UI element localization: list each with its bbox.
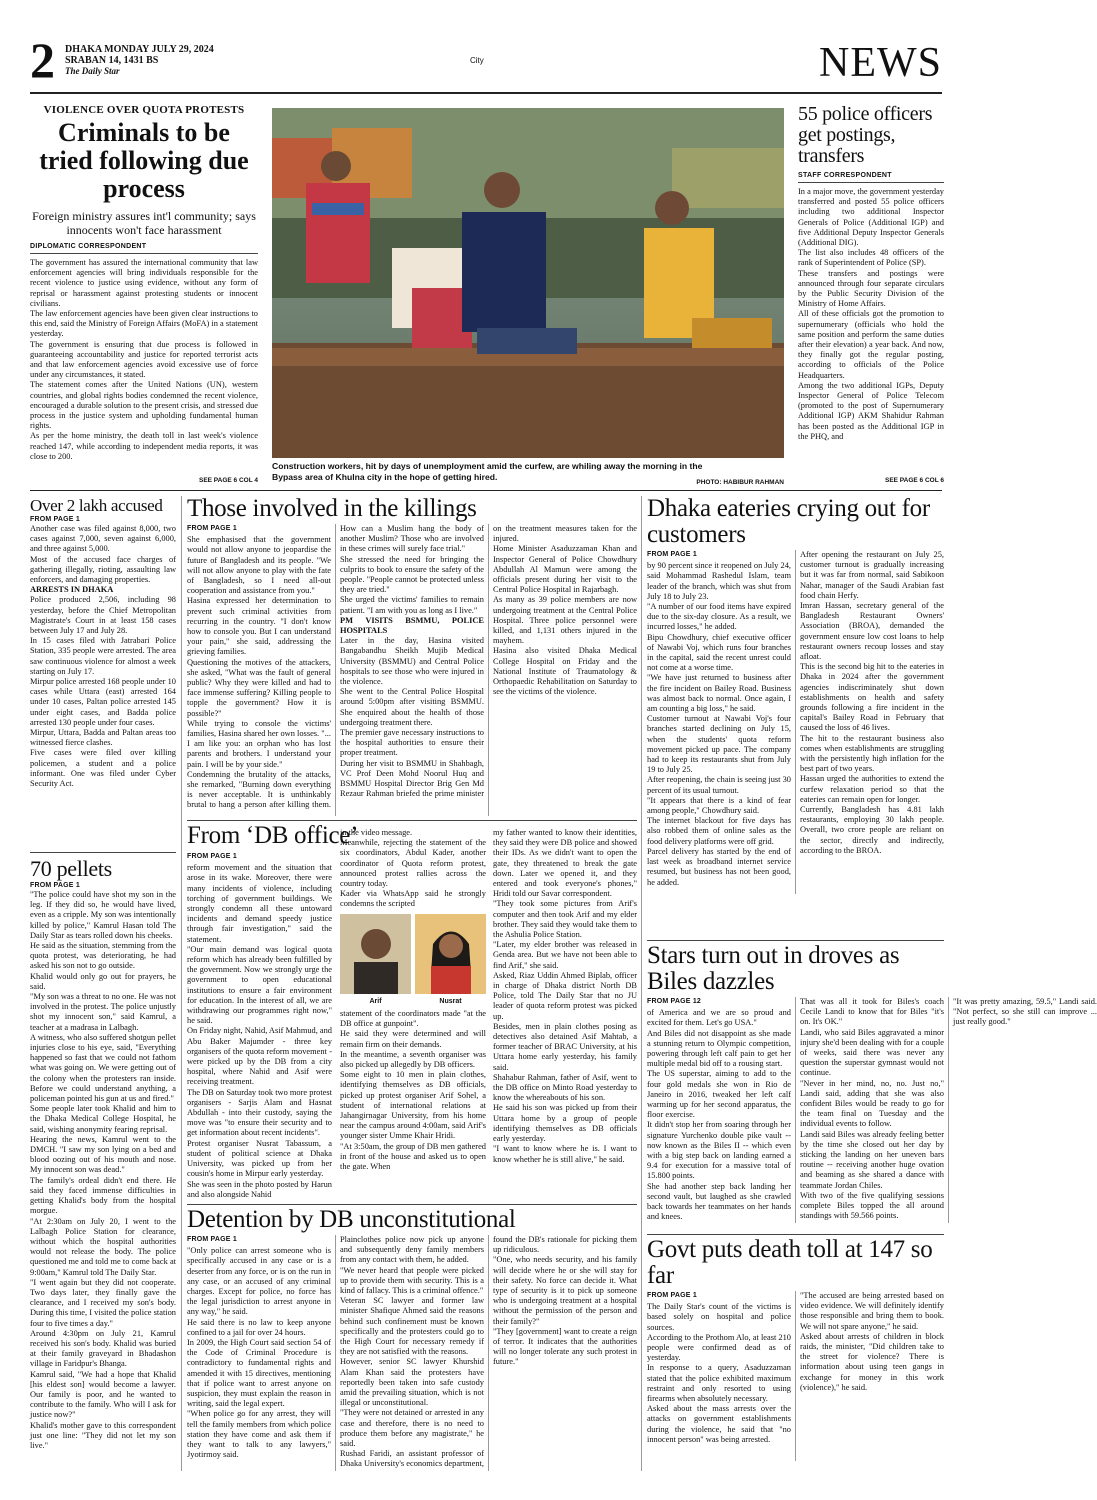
pellets-story [30, 852, 176, 1472]
paragraph: "It was pretty amazing, 59.5," Landi said. "Not perfect, so she still can improve ... just really good." [953, 997, 1097, 1027]
dboffice-story [187, 820, 637, 1200]
dboffice-col-3 [493, 828, 637, 1196]
paragraph: "Our main demand was logical quota reform which has already been fulfilled by the government. Now we strongly urge the government to open educational institutions to ensure a fair environment for education. In the interest of all, we are withdrawing our programmes right now," he said. [187, 944, 332, 1026]
paragraph: of America and we are so proud and excited for them. Let's go USA." [647, 1008, 791, 1028]
paragraph: The list also includes 48 officers of the rank of Superintendent of Police (SP). [798, 248, 944, 268]
paragraph: Protest organiser Nusrat Tabassum, a student of political science at Dhaka University, was picked up from her cousin's home in Mirpur early yesterday. [187, 1138, 332, 1179]
paragraph: Around 4:30pm on July 21, Kamrul received his son's body. Khalid was buried at their family graveyard in Bhadashon village in Faridpur's Bhanga. [30, 1328, 176, 1369]
paragraph: The US superstar, aiming to add to the four gold medals she won in Rio de Janeiro in 2016, tweaked her left calf warming up for her second apparatus, the floor exercise. [647, 1069, 791, 1120]
paragraph: She went to the Central Police Hospital around 5:00pm after visiting BSMMU. She enquired about the health of those undergoing treatment there. [340, 687, 484, 727]
lead-jump: SEE PAGE 6 COL 4 [198, 477, 258, 484]
paragraph: According to the Prothom Alo, at least 210 people were confirmed dead as of yesterday. [647, 1332, 791, 1363]
paragraph: Home Minister Asaduzzaman Khan and Inspector General of Police Chowdhury Abdullah Al Mamun were among the officials present during her visit to the Central Police Hospital in Rajarbagh. [493, 544, 637, 595]
subhead: ARRESTS IN DHAKA [30, 585, 114, 595]
from-page: FROM PAGE 12 [647, 998, 702, 1005]
from-page: FROM PAGE 1 [187, 853, 237, 860]
paragraph: After reopening, the chain is seeing just 30 percent of its usual turnout. [647, 775, 791, 795]
from-page: FROM PAGE 1 [30, 882, 80, 889]
paragraph: Five cases were filed over killing policemen, a student and a police informant. One was filed under Cyber Security Act. [30, 748, 176, 789]
lead-story [30, 104, 258, 486]
paragraph: Customer turnout at Nawabi Voj's four branches started declining on July 15, when the students' quota reform movement picked up pace. The company had to keep its restaurants shut from July 19 to July 25. [647, 714, 791, 775]
paragraph: He said his son was picked up from their Uttara home by a group of people identifying themselves as DB officials early yesterday. [493, 1103, 637, 1144]
paragraph: "Later, my elder brother was released in Genda area. But we have not been able to find Arif," she said. [493, 940, 637, 970]
paragraph: "The police could have shot my son in the leg. If they did so, he would have lived, even as a cripple. My son was intentionally killed by police," Kamrul Hasan told The Daily Star as tears rolled down his cheeks. [30, 890, 176, 940]
paragraph: These transfers and postings were announced through four separate circulars by the Public Security Division of the Ministry of Home Affairs. [798, 268, 944, 309]
dboffice-col-1 [187, 852, 332, 1199]
paragraph: Condemning the brutality of the attacks, she remarked, "Burning down everything is never acceptable. It is unthinkably brutal to hang a person after killing them. How can a Muslim hang the body of another Muslim? Those who are involved in these crimes will surely face trial." [187, 524, 484, 810]
paragraph: Hasina also visited Dhaka Medical College Hospital on Friday and the National Institute of Traumatology & Orthopaedic Rehabilitation on Saturday to see the victims of the violence. [493, 646, 637, 697]
biles-story [647, 940, 1097, 1230]
paragraph: During her visit to BSMMU in Shahbagh, VC Prof Deen Mohd Noorul Huq and BSMMU Hospital Director Brig Gen Md Rezaur Rahman briefed the prime minister on the treatment measures taken for the injured. [340, 524, 637, 799]
paragraph: "Only police can arrest someone who is specifically accused in any case or is a deserter from any force, or is on the run in any case, or an accused of any criminal charges. Except for police, no force has the legal jurisdiction to arrest anyone in any way," he said. [187, 1246, 331, 1317]
police-headline: 55 police officers get postings, transfers [798, 103, 933, 167]
arif-label: Arif [369, 997, 382, 1005]
portrait-row [340, 914, 486, 1007]
police-story [798, 104, 944, 486]
paragraph: Imran Hassan, secretary general of the Bangladesh Restaurant Owners' Association (BROA), demanded the government ensure low cost loans to help restaurant owners recoup losses and stay afloat. [800, 601, 944, 662]
paragraph: Hasina expressed her determination to prevent such criminal activities from recurring in the country. "I don't know how to console you. But I can understand your pain," she said, addressing the grieving families. [187, 596, 331, 657]
detention-headline: Detention by DB unconstitutional [187, 1206, 516, 1233]
paragraph: And Biles did not disappoint as she made a stunning return to Olympic competition, powering through left calf pain to get her multiple medal bid off to a rousing start. [647, 1028, 791, 1069]
paragraph: In response to a query, Asaduzzaman stated that the police exhibited maximum restraint and only resorted to using firearms when absolutely necessary. [647, 1363, 791, 1404]
from-page: FROM PAGE 1 [647, 551, 697, 558]
paragraph: Later in the day, Hasina visited Bangabandhu Sheikh Mujib Medical University (BSMMU) and Central Police hospitals to see those who were injured in the violence. [340, 636, 484, 687]
lead-kicker: VIOLENCE OVER QUOTA PROTESTS [43, 104, 245, 116]
paragraph: Landi said Biles was already feeling better by the time she closed out her day by sticking the landing on her uneven bars routine -- receiving another huge ovation and beaming as she shared a dance with teammate Jordan Chiles. [800, 1129, 944, 1190]
paragraph: reform movement and the situation that arose in its wake. Moreover, there were many incidents of violence, including torching of government buildings. We strongly condemn all these untoward incidents and demand speedy justice through fair investigation," said the statement. [187, 863, 332, 944]
worker-left [321, 151, 351, 181]
lead-body [30, 258, 258, 462]
section-title: NEWS [819, 40, 942, 86]
paragraph: She was seen in the photo posted by Harun and also alongside Nahid [187, 1179, 332, 1199]
paragraph: Shahabur Rahman, father of Asif, went to the DB office on Minto Road yesterday to know the whereabouts of his son. [493, 1072, 637, 1103]
paragraph: On Friday night, Nahid, Asif Mahmud, and Abu Baker Majumder - three key organisers of the quota reform movement - were picked up by the DB from a city hospital, where Nahid and Asif were receiving treatment. [187, 1026, 332, 1087]
paragraph: However, senior SC lawyer Khurshid Alam Khan said the protesters have reportedly been taken into safe custody amid the prevailing situation, which is not illegal or unconstitutional. [340, 1357, 484, 1408]
eateries-headline: Dhaka eateries crying out for customers [647, 495, 930, 548]
paragraph: He said they were determined and will remain firm on their demands. [340, 1029, 486, 1049]
paragraph: in the video message. [340, 828, 413, 837]
paragraph: Another case was filed against 8,000, two cases against 7,000, seven against 6,000, and three against 5,000. [30, 524, 176, 554]
paragraph: Besides, men in plain clothes posing as detectives also detained Asif Mahtab, a former teacher of BRAC University, at his Uttara home early yesterday, his family said. [493, 1021, 637, 1072]
police-jump: SEE PAGE 6 COL 6 [881, 477, 944, 484]
paragraph: He said as the situation, stemming from the quota protest, was deteriorating, he had asked his son not to go outside. [30, 941, 176, 971]
paper-logo: The Daily Star [65, 66, 120, 76]
killings-headline: Those involved in the killings [187, 495, 477, 522]
paragraph: "At 3:50am, the group of DB men gathered in front of the house and asked us to open the gate. When [340, 1141, 486, 1172]
paragraph: The statement comes after the United Nations (UN), western countries, and global rights bodies condemned the recent violence, encouraged a durable solution to the present crisis, and stressed due process in the justice system and upholding fundamental human rights. [30, 380, 258, 431]
paragraph: This is the second big hit to the eateries in Dhaka in 2024 after the government agencies indiscriminately shut down establishments on health and safety grounds following a fire incident in the capital's Bailey Road in February that caused the loss of 46 lives. [800, 662, 944, 733]
paragraph: "They [government] want to create a reign of terror. It indicates that the authorities will no longer tolerate any such protest in future." [493, 1326, 637, 1367]
paragraph: "We never heard that people were picked up to provide them with security. This is a kind of fallacy. This is a criminal offence." [340, 1265, 484, 1296]
paragraph: As many as 39 police members are now undergoing treatment at the Central Police Hospital. Three police personnel were killed, and 1,131 others injured in the mayhem. [493, 595, 637, 646]
paragraph: Police produced 2,506, including 98 yesterday, before the Chief Metropolitan Magistrate's Court in at least 158 cases between July 17 and July 28. [30, 595, 176, 636]
paragraph: "They were not detained or arrested in any case and therefore, there is no need to produce them before any magistrate," he said. [340, 1408, 484, 1449]
paragraph: "They took some pictures from Arif's computer and then took Arif and my elder brother. They said they would take them to the Ashulia Police Station. [493, 899, 637, 940]
paragraph: "When police go for any arrest, they will tell the family members from which police station they have come and ask them if they want to talk to any lawyers," Jyotirmoy said. [187, 1409, 331, 1460]
paragraph: The family's ordeal didn't end there. He said they faced immense difficulties in getting Khalid's body from the hospital morgue. [30, 1175, 176, 1216]
paragraph: Khalid's mother gave to this correspondent just one line: "They did not let my son live." [30, 1420, 176, 1450]
paragraph: Asked about the mass arrests over the attacks on government establishments during the violence, he said that "no innocent person" was being arrested. [647, 1404, 791, 1444]
bengali-date: SRABAN 14, 1431 BS [65, 55, 159, 66]
paragraph: Parcel delivery has started by the end of last week as broadband internet service resumed, but business has not been good, he added. [647, 846, 791, 887]
worker-right [655, 191, 689, 225]
pellets-headline: 70 pellets [30, 856, 112, 881]
paragraph: Veteran SC lawyer and former law minister Shafique Ahmed said the reasons behind such confinement must be known specifically and the protesters could go to the High Court for necessary remedy if they are not satisfied with the reasons. [340, 1296, 484, 1357]
detention-story [187, 1204, 637, 1472]
paragraph: Mirpur police arrested 168 people under 10 cases while Uttara (east) arrested 164 under 10 cases, Paltan police arrested 145 under eight cases, and Badda police arrested 130 people under four cases. [30, 677, 176, 727]
paragraph: Kader via WhatsApp said he strongly condemns the scripted [340, 889, 486, 909]
from-page: FROM PAGE 1 [187, 1236, 237, 1243]
paragraph: In a major move, the government yesterday transferred and posted 55 police officers including two additional Inspector Generals of Police (Additional IGP) and five Additional Deputy Inspector Generals (Additional DIG). [798, 187, 944, 248]
subhead: PM VISITS BSMMU, POLICE HOSPITALS [340, 615, 484, 636]
toll-story [647, 1234, 944, 1472]
paragraph: statement of the coordinators made "at the DB office at gunpoint". [340, 1009, 486, 1029]
photo-block [272, 108, 784, 486]
paragraph: Some eight to 10 men in plain clothes, identifying themselves as DB officials, picked up protest organiser Arif Sohel, a student of international relations at Jahangirnagar University, from his home near the campus around 4:00am, said Arif's younger sister Umme Khair Hridi. [340, 1070, 486, 1141]
paragraph: "I want to know where he is. I want to know whether he is still alive," he said. [493, 1144, 637, 1164]
workers-photo [272, 108, 784, 458]
paragraph: by 90 percent since it reopened on July 24, said Mohammad Rashedul Islam, team leader of the branch, which was shut from July 18 to July 23. [647, 561, 791, 601]
paragraph: He said there is no law to keep anyone confined to a jail for over 24 hours. [187, 1317, 331, 1337]
lakh-headline: Over 2 lakh accused [30, 496, 163, 515]
from-page: FROM PAGE 1 [187, 525, 237, 532]
paragraph: "I went again but they did not cooperate. Two days later, they finally gave the clearance, and I received my son's body. During this time, I visited the police station four to five times a day." [30, 1277, 176, 1328]
lakh-story [30, 496, 176, 848]
biles-headline: Stars turn out in droves as Biles dazzles [647, 942, 900, 995]
paragraph: "At 2:30am on July 20, I went to the Lalbagh Police Station for clearance, without which the hospital authorities would not release the body. The police questioned me and told me to come back at 9:00am," Kamrul told The Daily Star. [30, 1216, 176, 1277]
paragraph: "Never in her mind, no, no. Just no," Landi said, adding that she was also confident Biles would be ready to go for the team final on Tuesday and the individual events to follow. [800, 1078, 944, 1129]
paragraph: Asked, Riaz Uddin Ahmed Biplab, officer in charge of Dhaka district North DB Police, told The Daily Star that no JU leader of quota reform protest was picked up. [493, 970, 637, 1021]
paragraph: She stressed the need for bringing the culprits to book to ensure the safety of the people. "People cannot be protected unless they are tried." [340, 554, 484, 595]
paragraph: "It appears that there is a kind of fear among people," Chowdhury said. [647, 795, 791, 816]
paragraph: Currently, Bangladesh has 4.81 lakh restaurants, employing 30 lakh people. Overall, two crore people are reliant on the sector, directly and indirectly, according to the BROA. [800, 805, 944, 855]
lead-headline: Criminals to be tried following due process [39, 118, 249, 203]
paragraph: With two of the five qualifying sessions complete Biles topped the all around standings with 59.566 points. [800, 1190, 944, 1221]
paragraph: All of these officials got the promotion to supernumerary (officials who hold the same position and perform the same duties after their elevation) a year back. And now, they finally got the regular posting, according to officials of the Police Headquarters. [798, 309, 944, 380]
paragraph: It didn't stop her from soaring through her signature Yurchenko double pike vault -- now known as the Biles II -- which even with a big step back on landing earned a 9.4 for execution for a massive total of 15.800 points. [647, 1120, 791, 1181]
paragraph: The law enforcement agencies have been given clear instructions to this end, said the Ministry of Foreign Affairs (MoFA) in a statement yesterday. [30, 309, 258, 339]
paragraph: The government is ensuring that due process is followed in guaranteeing accountability and justice for reported terrorist acts and that law enforcement agencies avoid excessive use of force under any circumstances, it stated. [30, 339, 258, 380]
paragraph: The internet blackout for five days has also robbed them of online sales as the food delivery platforms were off grid. [647, 816, 791, 846]
worker-center [484, 172, 520, 208]
paragraph: "The accused are being arrested based on video evidence. We will definitely identify those responsible and bring them to book. We will not spare anyone," he said. [800, 1291, 944, 1331]
paragraph: She urged the victims' families to remain patient. "I am with you as long as I live." [340, 595, 484, 615]
section-tag: City [470, 56, 484, 65]
paragraph: As per the home ministry, the death toll in last week's violence reached 147, while according to independent media reports, it was close to 200. [30, 431, 258, 461]
paragraph: Plainclothes police now pick up anyone and subsequently deny family members from any contact with them, he added. [340, 1235, 484, 1265]
paragraph: Most of the accused face charges of gathering illegally, rioting, assaulting law enforcers, and damaging properties. [30, 554, 176, 585]
paragraph: "My son was a threat to no one. He was not involved in the protest. The police unjustly shot my innocent son," said Kamrul, a teacher at a madrasa in Lalbagh. [30, 992, 176, 1032]
paragraph: The Daily Star's count of the victims is based solely on hospital and police sources. [647, 1302, 791, 1332]
police-body [798, 187, 944, 442]
from-page: FROM PAGE 1 [647, 1292, 697, 1299]
toll-headline: Govt puts death toll at 147 so far [647, 1236, 933, 1289]
paragraph: "One, who needs security, and his family will decide where he or she will stay for their safety. No force can decide it. What type of security is it to pick up someone who is undergoing treatment at a hospital without the permission of the person and their family?" [493, 1255, 637, 1326]
police-byline: STAFF CORRESPONDENT [798, 172, 892, 179]
nusrat-label: Nusrat [439, 997, 462, 1005]
paragraph: In 2009, the High Court said section 54 of the Code of Criminal Procedure is contradictory to fundamental rights and amended it with 15 directives, mentioning that if police want to arrest anyone on suspicion, they must explain the reason in writing, said the legal expert. [187, 1338, 331, 1409]
dboffice-col-2 [340, 828, 486, 1196]
paragraph: A witness, who also suffered shotgun pellet injuries close to his eye, said, "Everything happened so fast that we could not fathom what was going on. We were getting out of the colony when the protesters ran inside. Before we could understand anything, a policeman pointed his gun at us and fired." [30, 1032, 176, 1104]
lead-byline: DIPLOMATIC CORRESPONDENT [30, 243, 147, 250]
page-number: 2 [30, 32, 55, 88]
masthead [30, 32, 942, 88]
paragraph: In 15 cases filed with Jatrabari Police Station, 335 people were arrested. The area saw continuous violence for almost a week starting on July 17. [30, 636, 176, 676]
paragraph: Rushad Faridi, an assistant professor of Dhaka University's economics department, found the DB's rationale for picking them up ridiculous. [340, 1235, 637, 1469]
paragraph: The government has assured the international community that law enforcement agencies will bring individuals responsible for the recent violence to justice using evidence, without any form of reprisal or harassment against protesting students or innocent civilians. [30, 258, 258, 308]
paragraph: The premier gave necessary instructions to the hospital authorities to ensure their proper treatment. [340, 728, 484, 758]
paragraph: Kamrul said, "We had a hope that Khalid [his eldest son] would become a lawyer. Our family is poor, and he wanted to contribute to the family. Who will I ask for justice now?" [30, 1369, 176, 1420]
paragraph: Hearing the news, Kamrul went to the DMCH. "I saw my son lying on a bed and blood oozing out of his mouth and nose. My innocent son was dead." [30, 1134, 176, 1175]
paragraph: While trying to console the victims' families, Hasina shared her own losses. "... I am like you: an orphan who has lost parents and brothers. I understand your pain. I will be by your side." [187, 718, 331, 769]
paragraph: Bipu Chowdhury, chief executive officer of Nawabi Voj, which runs four branches in the capital, said the recent unrest could not come at a worse time. [647, 632, 791, 673]
paragraph: Hassan urged the authorities to extend the curfew relaxation period so that the eateries can remain open for longer. [800, 774, 944, 804]
paragraph: She emphasised that the government would not allow anyone to jeopardise the future of Bangladesh and its people. "We will not allow anyone to play with the fate of Bangladesh, so I need all-out cooperation and assistance from you." [187, 535, 331, 596]
paragraph: Among the two additional IGPs, Deputy Inspector General of Police Telecom (promoted to the post of Supernumerary Additional IGP) AKM Shahidur Rahman has been posted as the Additional IGP in the PHQ, and [798, 380, 944, 441]
paragraph: "A number of our food items have expired due to the six-day closure. As a result, we incurred losses," he added. [647, 602, 791, 632]
from-page: FROM PAGE 1 [30, 516, 80, 523]
eateries-story [647, 496, 944, 896]
paragraph: Landi, who said Biles aggravated a minor injury she'd been dealing with for a couple of weeks, said there was never any question the superstar gymnast would not continue. [800, 1027, 944, 1078]
paragraph: Khalid would only go out for prayers, he said. [30, 971, 176, 991]
paragraph: She had another step back landing her second vault, but laughed as she crawled back towards her teammates on her hands and knees. [647, 1181, 791, 1222]
paragraph: The hit to the restaurant business also comes when establishments are struggling with the persistently high inflation for the best part of two years. [800, 733, 944, 774]
date-line: DHAKA MONDAY JULY 29, 2024 [65, 44, 214, 55]
paragraph: Some people later took Khalid and him to the Dhaka Medical College Hospital, he said, wishing anonymity fearing reprisal. [30, 1104, 176, 1134]
nusrat-photo [415, 914, 486, 994]
paragraph: Questioning the motives of the attackers, she asked, "What was the fault of general public? Why they were killed and had to face immense suffering? Killing people to topple the government? How it is possible?" [187, 657, 331, 718]
photo-credit: PHOTO: HABIBUR RAHMAN [696, 479, 784, 486]
paragraph: "We have just returned to business after the fire incident on Bailey Road. Business was almost back to normal. Once again, I am counting a big loss," he said. [647, 673, 791, 714]
paragraph: In the meantime, a seventh organiser was also picked up allegedly by DB officers. [340, 1049, 486, 1070]
paragraph: The DB on Saturday took two more protest organisers - Sarjis Alam and Hasnat Abdullah - into their custody, saying the move was "to ensure their security and to get information about recent incidents". [187, 1087, 332, 1138]
paragraph: Mirpur, Uttara, Badda and Paltan areas too witnessed fierce clashes. [30, 728, 176, 748]
arif-photo [340, 914, 411, 994]
paragraph: After opening the restaurant on July 25, customer turnout is gradually increasing but it was far from normal, said Sabikoon Nahar, manager of the Saudi Arabian fast food chain Herfy. [800, 550, 944, 600]
paragraph: my father wanted to know their identities, they said they were DB police and showed their IDs. As we didn't want to open the gate, they threatened to break the gate down. Later we opened it, and they entered and took everyone's phones," Hridi told our Savar correspondent. [493, 828, 637, 899]
photo-caption: Construction workers, hit by days of unemployment amid the curfew, are whiling away the morning in the Bypass area of Khulna city in the hope of getting hired. [272, 461, 703, 482]
paragraph: Meanwhile, rejecting the statement of the six coordinators, Abdul Kader, another coordinator of Quota reform protest, announced protest rallies across the country today. [340, 838, 486, 889]
paragraph: Asked about arrests of children in block raids, the minister, "Did children take to the street for violence? There is information about using teen gangs in exchange for money in this work (violence)," he said. [800, 1331, 944, 1392]
lead-deck: Foreign ministry assures int'l community; says innocents won't face harassment [32, 209, 256, 237]
dboffice-headline: From ‘DB office’ [187, 822, 359, 849]
paragraph: That was all it took for Biles's coach Cecile Landi to know that for Biles "it's on. It's OK." [800, 997, 944, 1027]
killings-story [187, 496, 637, 816]
